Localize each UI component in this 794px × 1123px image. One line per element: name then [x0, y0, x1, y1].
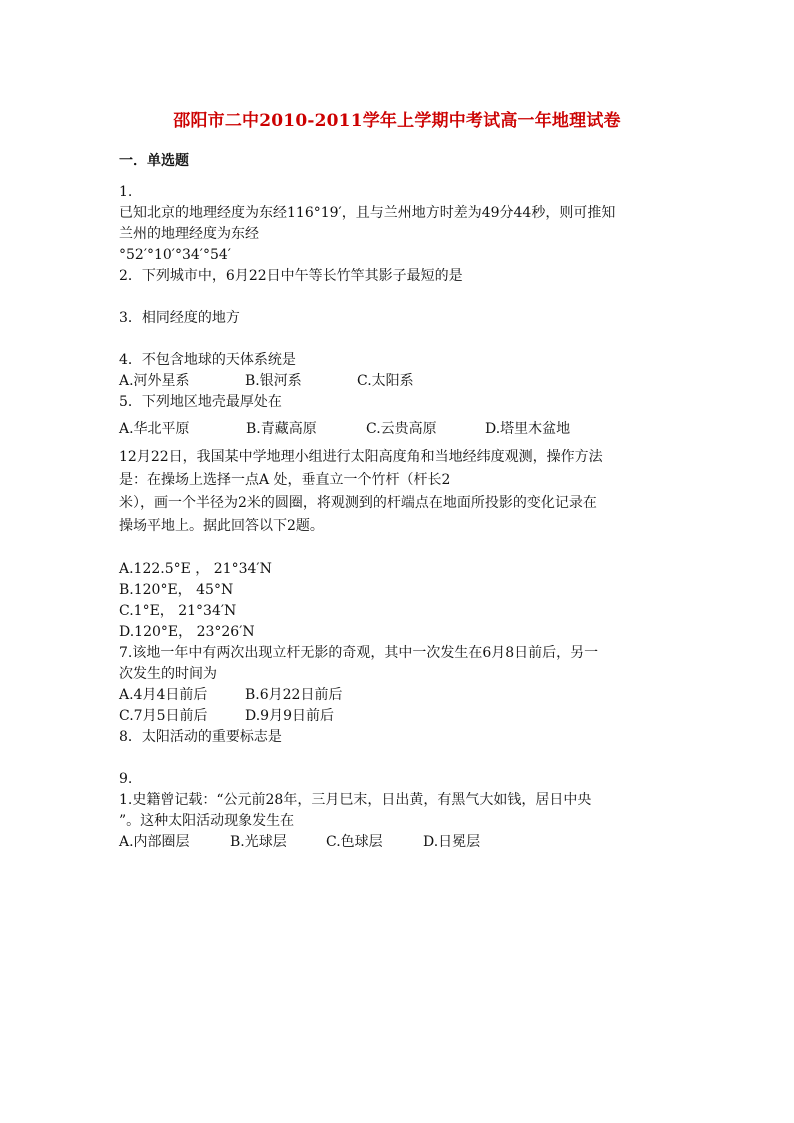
- q2-stem: 2．下列城市中，6月22日中午等长竹竿其影子最短的是: [119, 268, 463, 284]
- q9-stem-line2: ”。这种太阳活动现象发生在: [119, 813, 295, 829]
- q6-option-a: A.122.5°E ， 21°34′N: [119, 561, 272, 577]
- page-title: 邵阳市二中2010-2011学年上学期中考试高一年地理试卷: [173, 111, 621, 131]
- q3-stem: 3．相同经度的地方: [119, 310, 240, 326]
- q4-stem: 4．不包含地球的天体系统是: [119, 352, 296, 368]
- q6-option-c: C.1°E， 21°34′N: [119, 603, 237, 619]
- q1-number: 1.: [119, 184, 133, 200]
- spacer: [119, 538, 679, 559]
- q5-option-c: C.云贵高原: [366, 421, 437, 437]
- question-content: [119, 182, 679, 853]
- passage-line1: 12月22日，我国某中学地理小组进行太阳高度角和当地经纬度观测，操作方法: [119, 449, 603, 465]
- q4-options: [119, 371, 679, 392]
- q7-options-row2: [119, 706, 679, 727]
- q7-option-b: B.6月22日前后: [245, 687, 343, 703]
- q7-stem-line2: 次发生的时间为: [119, 666, 217, 682]
- q9-option-c: C.色球层: [326, 834, 383, 850]
- q1-stem-line1: 已知北京的地理经度为东经116°19′，且与兰州地方时差为49分44秒，则可推知: [119, 205, 616, 221]
- spacer: [119, 287, 679, 308]
- section-heading: 一．单选题: [119, 153, 189, 169]
- q4-option-c: C.太阳系: [357, 373, 414, 389]
- q1-options: °52′°10′°34′°54′: [119, 247, 231, 263]
- spacer: [119, 748, 679, 769]
- passage-line2: 是：在操场上选择一点A 处，垂直立一个竹杆（杆长2: [119, 472, 451, 488]
- q1-stem-line2: 兰州的地理经度为东经: [119, 226, 259, 242]
- passage-line4: 操场平地上。据此回答以下2题。: [119, 518, 324, 534]
- q9-options: [119, 832, 679, 853]
- q4-option-a: A.河外星系: [119, 373, 190, 389]
- q4-option-b: B.银河系: [245, 373, 302, 389]
- q7-stem-line1: 7.该地一年中有两次出现立杆无影的奇观，其中一次发生在6月8日前后，另一: [119, 645, 599, 661]
- q7-option-c: C.7月5日前后: [119, 708, 208, 724]
- passage-line3: 米），画一个半径为2米的圆圈，将观测到的杆端点在地面所投影的变化记录在: [119, 495, 597, 511]
- q9-option-a: A.内部圈层: [119, 834, 190, 850]
- spacer: [119, 329, 679, 350]
- q7-option-a: A.4月4日前后: [119, 687, 208, 703]
- q5-option-a: A.华北平原: [119, 421, 190, 437]
- q9-option-b: B.光球层: [230, 834, 287, 850]
- q6-option-b: B.120°E， 45°N: [119, 582, 234, 598]
- q5-options: [119, 419, 679, 440]
- q5-stem: 5．下列地区地壳最厚处在: [119, 394, 282, 410]
- q7-options-row1: [119, 685, 679, 706]
- q9-stem-line1: 1.史籍曾记载：“公元前28年，三月巳末，日出黄，有黑气大如钱，居日中央: [119, 792, 592, 808]
- q6-option-d: D.120°E， 23°26′N: [119, 624, 255, 640]
- q9-option-d: D.日冕层: [423, 834, 481, 850]
- q5-option-d: D.塔里木盆地: [485, 421, 571, 437]
- q5-option-b: B.青藏高原: [246, 421, 317, 437]
- q7-option-d: D.9月9日前后: [245, 708, 334, 724]
- q9-number: 9.: [119, 771, 133, 787]
- q8-stem: 8．太阳活动的重要标志是: [119, 729, 282, 745]
- reading-passage: [119, 446, 679, 538]
